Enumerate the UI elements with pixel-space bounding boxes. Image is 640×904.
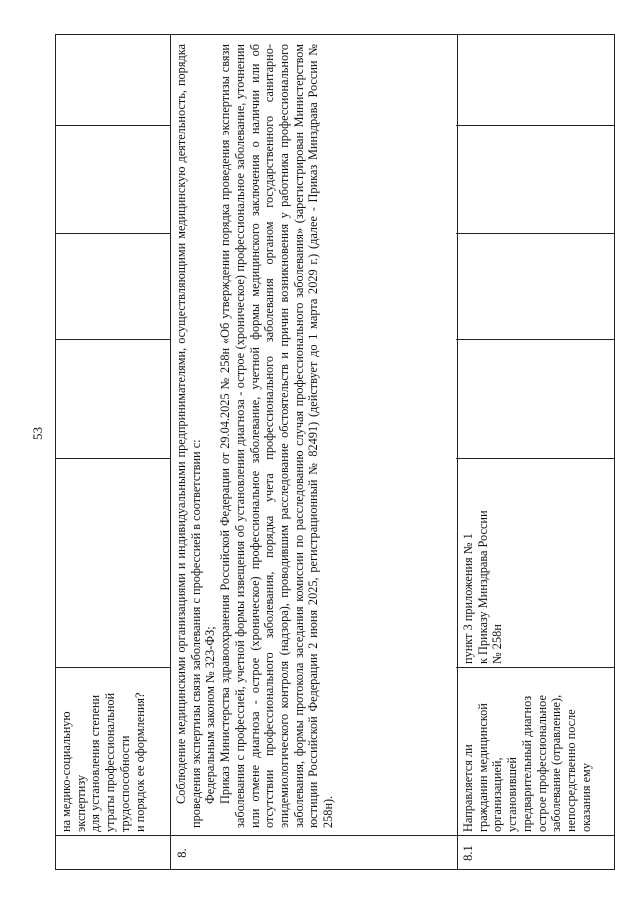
requirement-text bbox=[174, 44, 456, 828]
question-cell: Направляется ли гражданин медицинской организацией, установившей предварительный диагноз острое профессиональное заболевание (отравление), непосредственно после оказания ему bbox=[461, 694, 593, 832]
requirement-paragraph: Федеральным законом № 323-ФЗ; bbox=[203, 626, 218, 804]
requirements-table bbox=[55, 34, 615, 870]
row-number: 8. bbox=[175, 848, 189, 858]
col-divider-1 bbox=[55, 835, 615, 836]
page-number: 53 bbox=[30, 427, 45, 440]
requirement-paragraph: Соблюдение медицинскими организациями и индивидуальными предпринимателями, осуществляющими медицинскую деятельность, порядка проведения экспертизы связи заболевания с профессией в соответствии с: bbox=[174, 44, 203, 828]
row-number: 8.1 bbox=[461, 845, 475, 861]
question-cell: на медико-социальную экспертизу для установления степени утраты профессиональной трудоспособности и порядок ее оформления? bbox=[59, 692, 147, 832]
requirement-paragraph: Приказ Министерства здравоохранения Российской Федерации от 29.04.2025 № 258н «Об утверждении порядка проведения экспертизы связи заболевания с профессией, учетной формы извещения об установлении диагноза - острое (хроническое) профессиональное заболевание, уточнении или отмене диагноза - острое (хроническое) профессиональное заболевание, учетной формы медицинского заключения о наличии или об отсутствии профессионального заболевания, порядка учета профессионального заболевания органом государственного санитарно-эпидемиологического контроля (надзора), проводившим расследование обстоятельств и причин возникновения у работника профессионального заболевания, формы протокола заседания комиссии по расследованию случая профессионального заболевания» (зарегистрирован Министерством юстиции Российской Федерации 2 июня 2025, регистрационный № 82491) (действует до 1 марта 2029 г.) (далее - Приказ Минздрава России № 258н). bbox=[218, 44, 336, 828]
reference-cell: пункт 3 приложения № 1 к Приказу Минздрава России № 258н bbox=[461, 510, 505, 664]
row-divider-2 bbox=[457, 34, 458, 870]
